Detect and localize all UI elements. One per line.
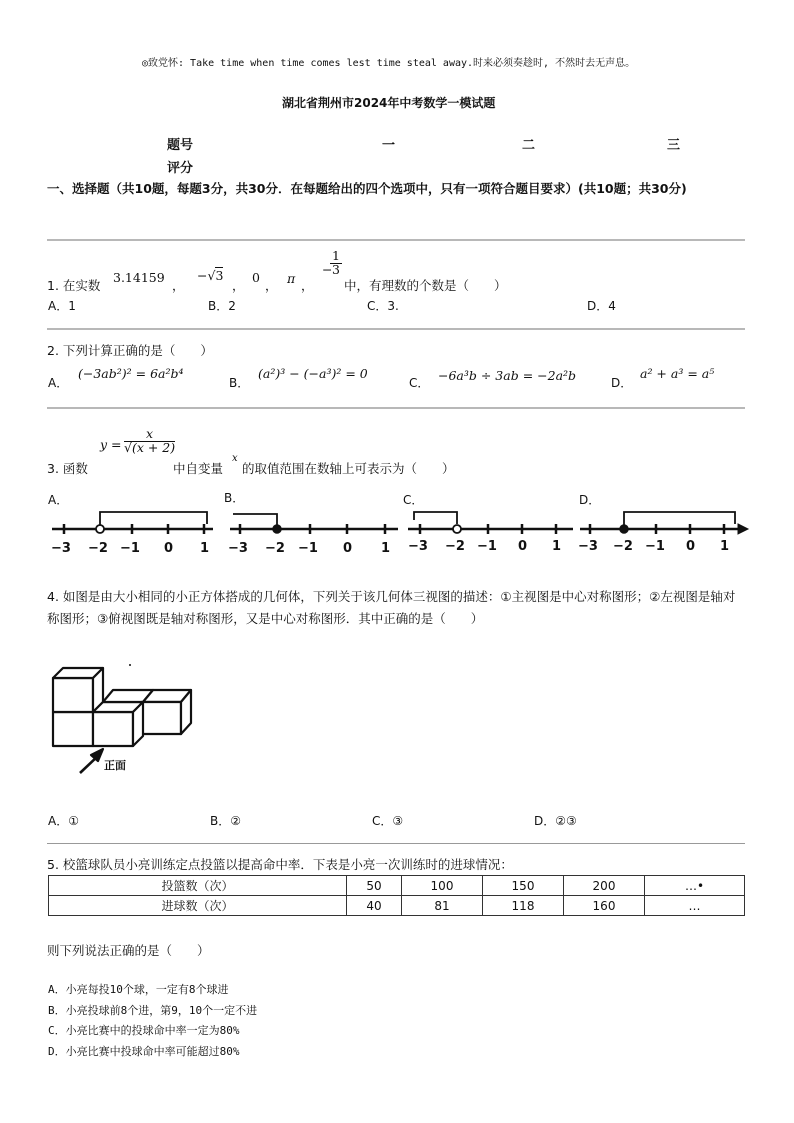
q1-sep: ， (301, 278, 314, 293)
q4-stem: 4. 如图是由大小相同的小正方体搭成的几何体，下列关于该几何体三视图的描述：①主视图是中心对称图形；②左视图是轴对称图形；③俯视图既是轴对称图形，又是中心对称图形．其中正确的是（ ） (47, 589, 736, 626)
tick-label: 1 (200, 541, 210, 556)
tick-label: 1 (381, 541, 391, 556)
q5-option-b[interactable]: B．小亮投球前8个进，第9，10个一定不进 (48, 1004, 258, 1017)
q2-option-b-expr: (a²)³ − (−a³)² = 0 (258, 366, 368, 381)
q2-option-a-letter[interactable]: A． (48, 376, 69, 390)
q1-zero: 0 (252, 270, 260, 285)
tick-label: −1 (645, 539, 665, 554)
q3-formula-lhs: y = (100, 437, 122, 452)
q1-suffix: 中，有理数的个数是（ ） (344, 278, 507, 293)
exam-title: 湖北省荆州市2024年中考数学一模试题 (282, 96, 496, 110)
table-cell: 50 (347, 876, 402, 896)
score-col-2: 二 (522, 138, 536, 153)
q1-option-d[interactable]: D．4 (587, 299, 616, 313)
q2-option-a-expr: (−3ab²)² = 6a²b⁴ (78, 366, 184, 381)
q1-fraction: $\frac{1}{3}$ (332, 248, 340, 277)
q1-pi: π (287, 271, 296, 286)
tick-label: −1 (120, 541, 140, 556)
shots-table (48, 875, 745, 916)
number-line-b (230, 514, 398, 534)
q4-option-c[interactable]: C．③ (372, 814, 404, 828)
tick-label: 0 (343, 541, 353, 556)
tick-label: −2 (613, 539, 633, 554)
q2-option-d-expr: a² + a³ = a⁵ (640, 366, 715, 381)
q1-option-c[interactable]: C．3. (367, 299, 399, 313)
q5-stem: 5. 校篮球队员小亮训练定点投篮以提高命中率．下表是小亮一次训练时的进球情况： (47, 857, 513, 872)
q1-prefix: 1. 在实数 (47, 278, 101, 293)
q3-middle: 中自变量 (173, 461, 224, 476)
table-cell: 进球数（次） (49, 896, 347, 916)
table-cell: 40 (347, 896, 402, 916)
q3-suffix: 的取值范围在数轴上可表示为（ ） (242, 461, 455, 476)
tick-label: 1 (552, 539, 562, 554)
number-line-d (580, 512, 748, 534)
tick-label: −1 (298, 541, 318, 556)
q1-sep: ， (232, 278, 245, 293)
number-line-c (408, 512, 573, 534)
q1-option-b[interactable]: B．2 (208, 299, 236, 313)
q1-sqrt-sign: −√3 (197, 268, 224, 283)
tick-label: −3 (578, 539, 598, 554)
motto-line: ◎致党怀: Take time when time comes lest time steal away.时来必须奏趁时, 不然时去无声息。 (142, 58, 636, 69)
table-cell: 150 (483, 876, 564, 896)
table-cell: 投篮数（次） (49, 876, 347, 896)
number-line-a (52, 512, 213, 534)
table-cell: 200 (564, 876, 645, 896)
tick-label: −2 (265, 541, 285, 556)
q2-option-c-letter[interactable]: C． (409, 376, 430, 390)
tick-label: −3 (228, 541, 248, 556)
table-cell: … (645, 896, 745, 916)
tick-label: −3 (408, 539, 428, 554)
score-row2-label: 评分 (167, 161, 194, 176)
tick-label: 0 (164, 541, 174, 556)
q3-option-d[interactable]: D． (579, 493, 601, 507)
table-cell: 160 (564, 896, 645, 916)
q1-sep: ， (172, 278, 185, 293)
table-cell: 81 (402, 896, 483, 916)
q4-option-d[interactable]: D．②③ (534, 814, 577, 828)
table-cell: 118 (483, 896, 564, 916)
table-cell: …• (645, 876, 745, 896)
q3-option-b[interactable]: B． (224, 491, 245, 505)
tick-label: 0 (686, 539, 696, 554)
q3-var: x (232, 453, 238, 464)
score-col-3: 三 (667, 138, 681, 153)
table-cell: 100 (402, 876, 483, 896)
q2-option-b-letter[interactable]: B． (229, 376, 250, 390)
q3-option-a[interactable]: A． (48, 493, 69, 507)
q3-option-c[interactable]: C． (403, 493, 424, 507)
q5-option-c[interactable]: C．小亮比赛中的投球命中率一定为80% (48, 1024, 240, 1037)
q1-frac-sign: − (322, 262, 333, 277)
tick-label: 0 (518, 539, 528, 554)
q4-option-a[interactable]: A．① (48, 814, 79, 828)
q1-number: 3.14159 (113, 270, 165, 285)
tick-label: −3 (51, 541, 71, 556)
table-row (49, 876, 745, 896)
q3-prefix: 3. 函数 (47, 461, 88, 476)
front-label: 正面 (104, 759, 126, 772)
q5-followup: 则下列说法正确的是（ ） (47, 943, 210, 958)
tick-label: −1 (477, 539, 497, 554)
q3-formula-fraction: $\frac{x}{√(x + 2)}$ (124, 426, 176, 455)
q2-option-d-letter[interactable]: D． (611, 376, 633, 390)
q2-option-c-expr: −6a³b ÷ 3ab = −2a²b (438, 368, 577, 383)
q2-stem: 2. 下列计算正确的是（ ） (47, 343, 213, 358)
tick-label: −2 (445, 539, 465, 554)
tick-label: 1 (720, 539, 730, 554)
score-row-label: 题号 (167, 138, 194, 153)
table-row (49, 896, 745, 916)
q1-sep: ， (265, 278, 278, 293)
score-col-1: 一 (382, 138, 396, 153)
q5-option-a[interactable]: A．小亮每投10个球，一定有8个球进 (48, 983, 229, 996)
tick-label: −2 (88, 541, 108, 556)
divider (47, 843, 745, 844)
q4-option-b[interactable]: B．② (210, 814, 241, 828)
section-heading: 一、选择题（共10题，每题3分，共30分．在每题给出的四个选项中，只有一项符合题目要求）(共10题；共30分) (47, 181, 687, 196)
q5-option-d[interactable]: D．小亮比赛中投球命中率可能超过80% (48, 1045, 240, 1058)
q1-option-a[interactable]: A．1 (48, 299, 76, 313)
